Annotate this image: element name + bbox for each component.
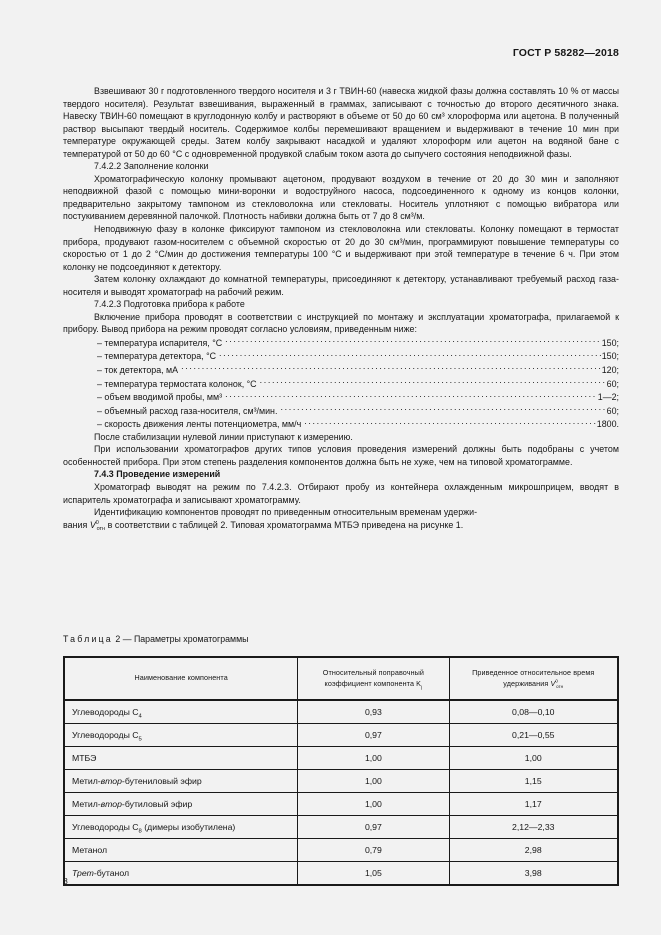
header-line-1: Относительный поправочный	[322, 668, 425, 678]
instrument-parameters-list	[63, 336, 619, 431]
dot-leader	[304, 417, 596, 427]
name-prefix: Метил-	[72, 799, 101, 809]
name-prefix: Углеводороды C	[72, 822, 139, 832]
cell-retention-time: 1,15	[449, 770, 618, 793]
list-item	[63, 390, 619, 404]
dot-leader	[225, 390, 597, 400]
dot-leader	[219, 349, 601, 359]
v-subscript: отн	[556, 683, 564, 689]
list-item-label: – температура испарителя, °С	[97, 337, 223, 348]
list-item-value: 150;	[601, 337, 619, 348]
list-item-value: 120;	[601, 365, 619, 376]
table-caption-dash: —	[122, 634, 132, 644]
relative-retention-symbol	[90, 519, 105, 532]
table-row	[64, 770, 618, 793]
paragraph-measurement-procedure: Хроматограф выводят на режим по 7.4.2.3. Отбирают пробу из контейнера охлажденным микрошприцем, вводят в испаритель хроматографа и записывают хроматограмму.	[63, 481, 619, 505]
column-header-correction-coefficient	[298, 657, 449, 700]
list-item	[63, 363, 619, 377]
table-body	[64, 700, 618, 885]
cell-retention-time: 2,98	[449, 839, 618, 862]
name-italic: втор	[100, 799, 122, 809]
cell-retention-time: 0,08—0,10	[449, 700, 618, 724]
paragraph-identification-line1: Идентификацию компонентов проводят по приведенным относительным временам удержи-	[94, 507, 478, 518]
cell-correction-coefficient: 1,00	[298, 770, 449, 793]
cell-component-name	[64, 793, 298, 816]
list-item	[63, 336, 619, 350]
paragraph-weighing: Взвешивают 30 г подготовленного твердого носителя и 3 г ТВИН-60 (навеска жидкой фазы должна составлять 10 % от массы твердого носителя). Результат взвешивания, выраженный в граммах, записывают с точностью до второго десятичного знака. Навеску ТВИН-60 помещают в круглодонную колбу и растворяют в объеме от 50 до 60 см³ хлороформа или ацетона. В полученный раствор высыпают твердый носитель. Содержимое колбы перемешивают вращением и выдерживают в течение 10 мин при температуре окружающей среды. Затем колбу закрывают насадкой и удаляют хлороформ или ацетон на водяной бане с температурой от 50 до 60 °С с одновременной продувкой слабым током азота до сыпучего состояния неподвижной фазы.	[63, 86, 619, 159]
list-item-value: 60;	[606, 378, 619, 389]
table-row	[64, 839, 618, 862]
cell-component-name	[64, 770, 298, 793]
paragraph-fixed-phase: Неподвижную фазу в колонке фиксируют тампоном из стекловолокна или стекловаты. Колонку помещают в термостат прибора, продувают газом-носителем с объемной скоростью от 20 до 30 см³/мин, программируют повышение температуры со скоростью от 1 до 2 °С/мин до достижения температуры 100 °С и выдерживают при этой температуре в течение 6 ч. При этом колонку не подсоединяют к детектору.	[63, 224, 619, 272]
dot-leader	[260, 377, 606, 387]
table-caption-number: 2	[115, 634, 121, 644]
name-italic: втор	[100, 776, 122, 786]
header-line-2: удерживания	[503, 678, 549, 688]
name-prefix: Углеводороды C	[72, 730, 139, 740]
table-row	[64, 862, 618, 886]
header-line-2: коэффициент компонента K	[324, 678, 422, 688]
cell-retention-time: 2,12—2,33	[449, 816, 618, 839]
list-item-label: – температура детектора, °С	[97, 351, 217, 362]
list-item	[63, 349, 619, 363]
header-line-1: Приведенное относительное время	[472, 668, 595, 678]
column-header-component-name: Наименование компонента	[64, 657, 298, 700]
identification-prefix: вания	[63, 519, 88, 530]
dot-leader	[280, 404, 605, 414]
cell-component-name	[64, 747, 298, 770]
name-prefix: МТБЭ	[72, 753, 97, 763]
paragraph-after-stabilization: После стабилизации нулевой линии приступают к измерению.	[94, 431, 353, 442]
cell-retention-time: 3,98	[449, 862, 618, 886]
cell-component-name	[64, 862, 298, 886]
column-header-relative-retention-time	[449, 657, 618, 700]
name-italic: Трет	[72, 868, 94, 878]
list-item-label: – объем вводимой пробы, мм³	[97, 392, 223, 403]
paragraph-identification-line2	[63, 519, 619, 532]
cell-retention-time: 1,17	[449, 793, 618, 816]
clause-heading-7-4-2-3: 7.4.2.3 Подготовка прибора к работе	[94, 299, 245, 310]
cell-component-name	[64, 724, 298, 747]
table-caption-title: Параметры хроматограммы	[133, 634, 249, 644]
table-caption-word: Таблица	[63, 634, 113, 644]
dot-leader	[181, 363, 601, 373]
list-item-value: 150;	[601, 351, 619, 362]
v-symbol: V	[550, 678, 556, 688]
name-prefix: Углеводороды C	[72, 707, 139, 717]
cell-correction-coefficient: 1,00	[298, 793, 449, 816]
list-item-label: – объемный расход газа-носителя, см³/мин.	[97, 405, 278, 416]
list-item-value: 60;	[606, 405, 619, 416]
cell-correction-coefficient: 1,00	[298, 747, 449, 770]
list-item-label: – ток детектора, мА	[97, 365, 179, 376]
running-head-standard-number: ГОСТ Р 58282—2018	[512, 47, 619, 59]
paragraph-instrument-startup: Включение прибора проводят в соответствии с инструкцией по монтажу и эксплуатации хроматографа, прилагаемой к прибору. Вывод прибора на режим проводят согласно условиям, приведенным ниже:	[63, 311, 619, 335]
identification-tail: в соответствии с таблицей 2. Типовая хроматограмма МТБЭ приведена на рисунке 1.	[107, 519, 464, 530]
name-suffix: -бутиловый эфир	[121, 799, 193, 809]
paragraph-cool-column: Затем колонку охлаждают до комнатной температуры, присоединяют к детектору, устанавливают требуемый расход газа-носителя и выводят хроматограф на рабочий режим.	[63, 274, 619, 297]
list-item	[63, 377, 619, 391]
cell-component-name	[64, 700, 298, 724]
table-row	[64, 793, 618, 816]
paragraph-other-chromatographs: При использовании хроматографов других типов условия проведения измерений должны быть подобраны с учетом особенностей прибора. При этом степень разделения компонентов должна быть не хуже, чем на типовой хроматограмме.	[63, 444, 619, 467]
name-prefix: Метил-	[72, 776, 101, 786]
list-item-label: – скорость движения ленты потенциометра, мм/ч	[97, 419, 302, 430]
table-row	[64, 700, 618, 724]
table-row	[64, 816, 618, 839]
v-symbol: V	[89, 519, 96, 530]
document-body	[63, 85, 619, 531]
chromatogram-parameters-table	[63, 656, 619, 886]
name-subscript: 4	[138, 713, 142, 720]
cell-retention-time: 0,21—0,55	[449, 724, 618, 747]
list-item-value: 1800.	[596, 419, 619, 430]
cell-correction-coefficient: 1,05	[298, 862, 449, 886]
header-retention-symbol	[550, 679, 563, 689]
cell-component-name	[64, 816, 298, 839]
name-suffix: (димеры изобутилена)	[141, 822, 236, 832]
table-caption	[63, 634, 248, 644]
clause-heading-7-4-2-2: 7.4.2.2 Заполнение колонки	[94, 161, 209, 172]
cell-correction-coefficient: 0,97	[298, 724, 449, 747]
v-superscript: 0	[555, 678, 558, 684]
name-subscript: 5	[138, 736, 142, 743]
list-item	[63, 417, 619, 431]
table-header-row	[64, 657, 618, 700]
name-suffix: -бутанол	[93, 868, 130, 878]
cell-correction-coefficient: 0,97	[298, 816, 449, 839]
table-row	[64, 747, 618, 770]
table-head	[64, 657, 618, 700]
name-prefix: Метанол	[72, 845, 108, 855]
cell-component-name	[64, 839, 298, 862]
list-item-value: 1—2;	[597, 392, 619, 403]
list-item-label: – температура термостата колонок, °С	[97, 378, 257, 389]
cell-retention-time: 1,00	[449, 747, 618, 770]
paragraph-column-filling: Хроматографическую колонку промывают ацетоном, продувают воздухом в течение от 20 до 30 мин и заполняют неподвижной фазой с помощью мини-воронки и водоструйного насоса, подсоединенного к одному из концов колонки, предварительно закрытому тампоном из стекловолокна или стекловаты. Носитель уплотняют с помощью вибратора или постукиванием деревянной палочкой. Плотность набивки должна быть от 7 до 8 см³/м.	[63, 173, 619, 222]
clause-heading-7-4-3: 7.4.3 Проведение измерений	[94, 469, 221, 480]
table-row	[64, 724, 618, 747]
name-subscript: 8	[138, 828, 142, 835]
name-suffix: -бутениловый эфир	[121, 776, 202, 786]
page-number: 8	[63, 876, 68, 886]
list-item	[63, 404, 619, 418]
v-subscript: отн	[96, 526, 106, 533]
cell-correction-coefficient: 0,93	[298, 700, 449, 724]
dot-leader	[225, 336, 601, 346]
cell-correction-coefficient: 0,79	[298, 839, 449, 862]
v-superscript: 0	[95, 519, 99, 526]
header-subscript-j: j	[421, 684, 423, 690]
